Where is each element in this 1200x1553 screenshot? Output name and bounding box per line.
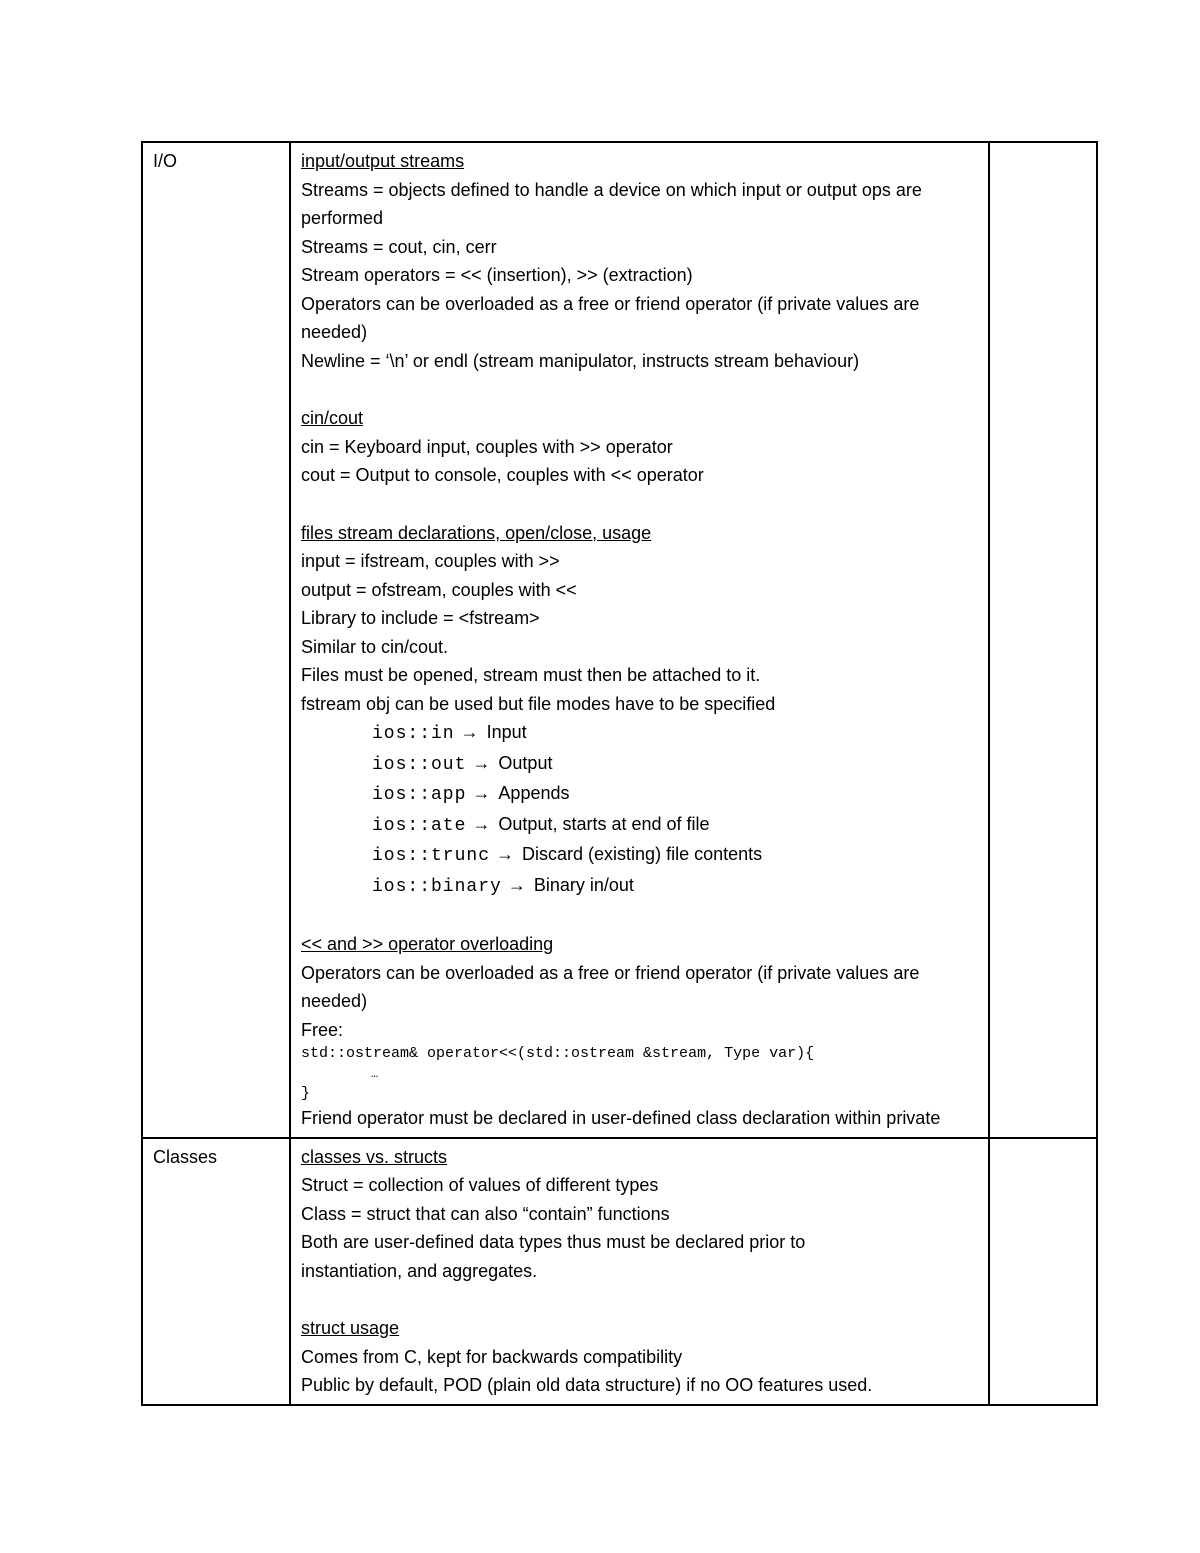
- file-mode-desc: Appends: [498, 783, 570, 803]
- spacer: [301, 375, 978, 404]
- note-line: Free:: [301, 1019, 344, 1040]
- note-line: Streams = objects defined to handle a device on which input or output ops are performed: [301, 179, 922, 228]
- empty-cell: [989, 142, 1097, 1138]
- row-content-cell: [290, 1138, 989, 1405]
- note-line: Both are user-defined data types thus must be declared prior to instantiation, and aggregates.: [301, 1232, 806, 1281]
- section-heading: files stream declarations, open/close, usage: [301, 522, 652, 543]
- note-line: Operators can be overloaded as a free or friend operator (if private values are needed): [301, 962, 920, 1011]
- spacer: [301, 901, 978, 930]
- note-line: Public by default, POD (plain old data structure) if no OO features used.: [301, 1375, 873, 1395]
- section-heading: input/output streams: [301, 151, 465, 171]
- file-mode-code: ios::binary: [372, 876, 502, 897]
- file-mode-item: [301, 718, 978, 749]
- file-mode-desc: Output, starts at end of file: [498, 813, 710, 834]
- note-line: Library to include = <fstream>: [301, 608, 540, 628]
- row-label: I/O: [153, 151, 178, 171]
- file-mode-code: ios::app: [372, 785, 467, 805]
- note-line: input = ifstream, couples with >>: [301, 551, 560, 571]
- section-heading: classes vs. structs: [301, 1146, 448, 1167]
- code-line: …: [371, 1067, 379, 1081]
- empty-cell: [989, 1138, 1097, 1405]
- code-line: }: [301, 1085, 311, 1102]
- row-label: Classes: [153, 1146, 218, 1167]
- note-line: Files must be opened, stream must then be attached to it.: [301, 665, 761, 685]
- spacer: [301, 1285, 978, 1314]
- file-mode-item: [301, 779, 978, 810]
- row-content-cell: [290, 142, 989, 1138]
- file-mode-code: ios::out: [372, 754, 467, 775]
- arrow-right-icon: →: [460, 722, 479, 742]
- file-mode-desc: Output: [498, 752, 553, 773]
- file-mode-item: [301, 871, 978, 902]
- row-label-cell: [142, 1138, 290, 1405]
- note-line: Class = struct that can also “contain” functions: [301, 1203, 670, 1224]
- note-line: cout = Output to console, couples with << operator: [301, 465, 704, 485]
- note-line: output = ofstream, couples with <<: [301, 579, 577, 600]
- code-line: std::ostream& operator<<(std::ostream &stream, Type var){: [301, 1045, 815, 1062]
- arrow-right-icon: →: [472, 813, 491, 834]
- file-mode-item: [301, 810, 978, 841]
- note-line: Similar to cin/cout.: [301, 636, 449, 657]
- file-mode-code: ios::in: [372, 724, 455, 744]
- note-line: fstream obj can be used but file modes have to be specified: [301, 693, 776, 714]
- notes-table: [141, 141, 1098, 1406]
- section-heading: cin/cout: [301, 408, 364, 428]
- arrow-right-icon: →: [472, 752, 491, 773]
- note-line: Streams = cout, cin, cerr: [301, 236, 497, 257]
- table-row: [142, 142, 1097, 1138]
- file-mode-item: [301, 840, 978, 871]
- row-label-cell: [142, 142, 290, 1138]
- file-mode-code: ios::ate: [372, 815, 467, 836]
- file-mode-desc: Discard (existing) file contents: [522, 844, 763, 864]
- file-mode-code: ios::trunc: [372, 846, 491, 866]
- note-line: Friend operator must be declared in user-defined class declaration within private: [301, 1108, 941, 1128]
- spacer: [301, 490, 978, 519]
- note-line: cin = Keyboard input, couples with >> operator: [301, 436, 673, 457]
- note-line: Comes from C, kept for backwards compatibility: [301, 1346, 683, 1367]
- table-row: [142, 1138, 1097, 1405]
- file-mode-item: [301, 749, 978, 780]
- note-line: Struct = collection of values of different types: [301, 1175, 659, 1195]
- section-heading: << and >> operator overloading: [301, 934, 554, 954]
- arrow-right-icon: →: [472, 783, 491, 803]
- arrow-right-icon: →: [507, 874, 526, 895]
- file-mode-desc: Input: [486, 722, 527, 742]
- note-line: Operators can be overloaded as a free or friend operator (if private values are needed): [301, 293, 920, 342]
- note-line: Newline = ‘\n’ or endl (stream manipulator, instructs stream behaviour): [301, 350, 860, 371]
- note-line: Stream operators = << (insertion), >> (extraction): [301, 265, 693, 285]
- file-mode-desc: Binary in/out: [533, 874, 634, 895]
- section-heading: struct usage: [301, 1318, 400, 1338]
- arrow-right-icon: →: [496, 844, 515, 864]
